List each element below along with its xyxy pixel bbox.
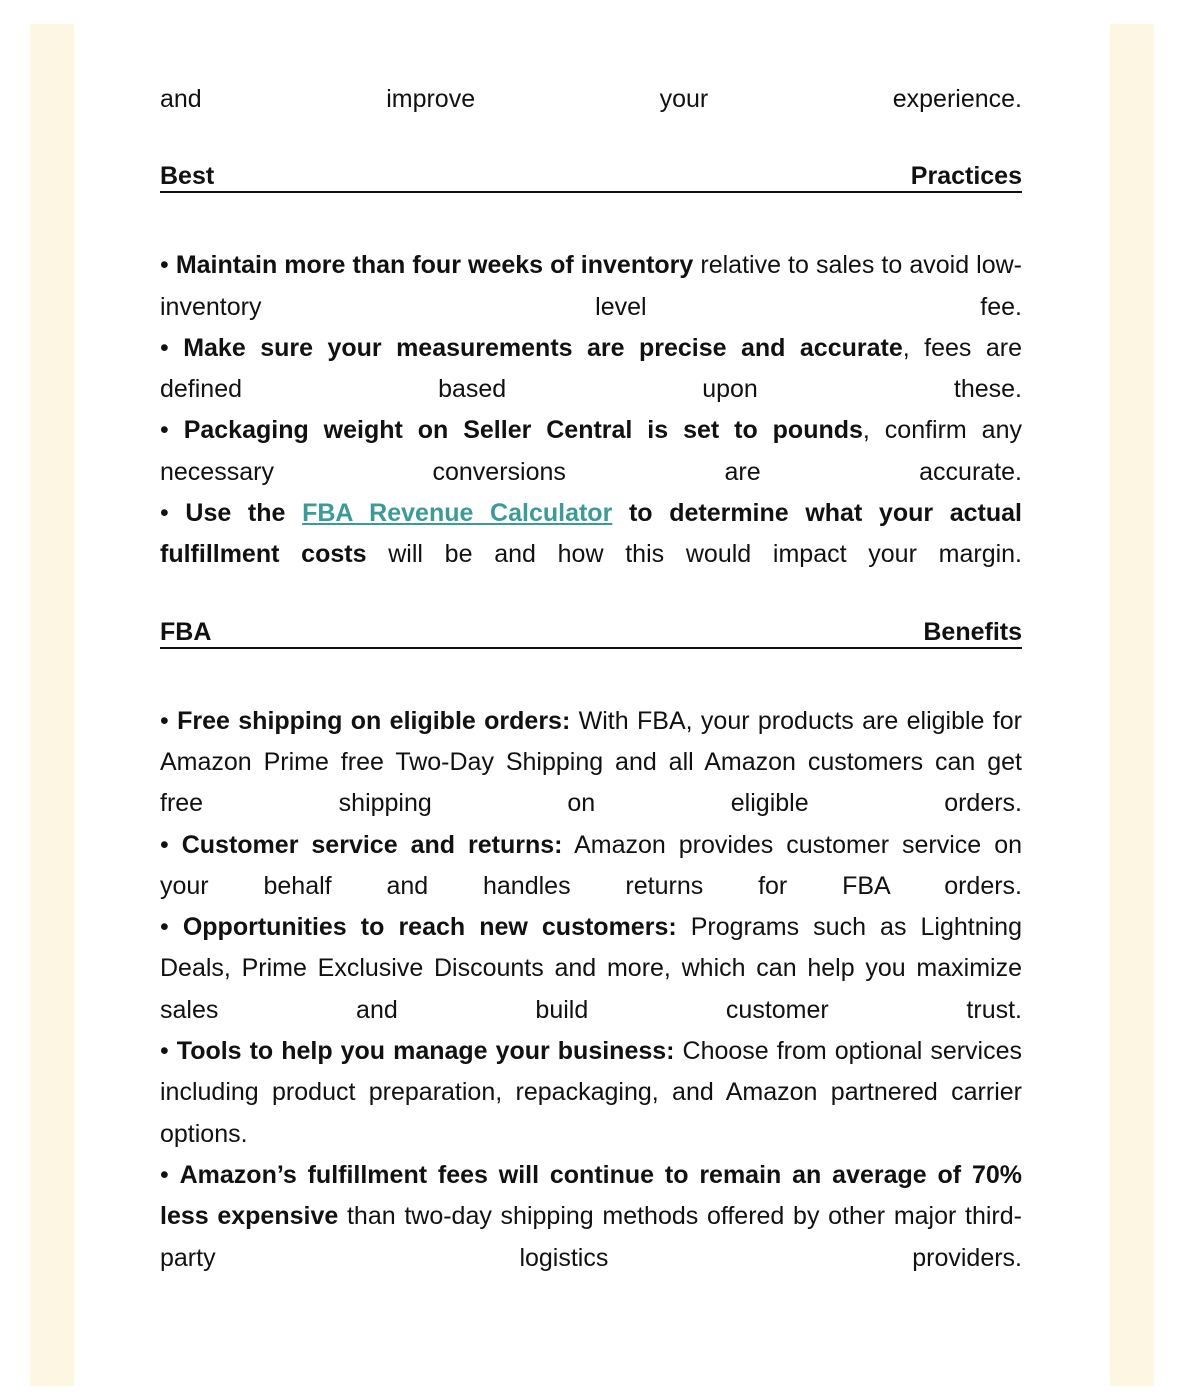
bullet: •	[160, 1037, 177, 1066]
heading-word: Benefits	[923, 617, 1022, 646]
intro-word: experience.	[892, 85, 1022, 113]
heading-word: FBA	[160, 617, 212, 646]
best-practices-heading	[160, 161, 1022, 193]
bullet: •	[160, 706, 178, 735]
bullet: •	[160, 913, 183, 942]
fba-benefits-heading	[160, 617, 1022, 649]
benefit-item	[160, 701, 1022, 825]
benefit-item	[160, 907, 1022, 1031]
bullet: •	[160, 830, 182, 859]
item-text: Choose from optional services including product preparation, repackaging, and Amazon partnered carrier options.	[160, 1037, 1023, 1148]
item-bold-text: to determine what your actual fulfillment costs	[160, 499, 1022, 569]
item-bold-text: Amazon’s fulfillment fees will continue to remain an average of 70% less expensive	[160, 1160, 1023, 1231]
item-text: relative to sales to avoid low-inventory level fee.	[160, 251, 1023, 321]
intro-tail-paragraph	[160, 79, 1022, 120]
bullet: •	[160, 333, 184, 362]
fba-revenue-calculator-link[interactable]: FBA Revenue Calculator	[302, 499, 613, 528]
item-bold-text: Maintain more than four weeks of inventory	[175, 251, 694, 280]
bullet: •	[160, 251, 176, 280]
item-bold-text: Use the	[185, 499, 303, 528]
item-text: With FBA, your products are eligible for Amazon Prime free Two-Day Shipping and all Amazon customers can get free shipping on eligible orders.	[160, 706, 1022, 818]
best-practice-item	[160, 410, 1022, 493]
item-text: , fees are defined based upon these.	[160, 333, 1022, 404]
intro-word: and	[160, 85, 202, 113]
benefit-item	[160, 1155, 1022, 1279]
item-text: will be and how this would impact your margin.	[366, 540, 1023, 569]
intro-word: your	[659, 85, 709, 113]
bullet: •	[160, 416, 184, 445]
bullet: •	[160, 499, 186, 528]
item-text: Programs such as Lightning Deals, Prime Exclusive Discounts and more, which can help you maximize sales and build customer trust.	[160, 913, 1022, 1024]
bullet: •	[160, 1160, 180, 1189]
item-bold-text: Tools to help you manage your business:	[176, 1037, 675, 1066]
item-bold-text: Free shipping on eligible orders:	[177, 706, 571, 735]
item-bold-text: Make sure your measurements are precise and accurate	[183, 333, 903, 362]
heading-word: Best	[160, 162, 215, 191]
item-bold-text: Opportunities to reach new customers:	[182, 913, 677, 942]
item-bold-text: Packaging weight on Seller Central is set to pounds	[183, 416, 863, 445]
intro-word: improve	[386, 85, 476, 113]
benefit-item	[160, 825, 1022, 908]
best-practice-item	[160, 328, 1022, 411]
item-bold-text: Customer service and returns:	[181, 830, 563, 859]
benefit-item	[160, 1031, 1022, 1155]
document-body	[160, 79, 1022, 1279]
best-practice-item	[160, 493, 1022, 576]
item-text: , confirm any necessary conversions are accurate.	[160, 416, 1022, 486]
item-text: than two-day shipping methods offered by other major third-party logistics providers.	[160, 1202, 1022, 1272]
heading-word: Practices	[910, 162, 1022, 191]
best-practice-item	[160, 245, 1022, 328]
item-text: Amazon provides customer service on your behalf and handles returns for FBA orders.	[160, 830, 1023, 900]
right-margin-band	[1110, 24, 1154, 1386]
left-margin-band	[30, 24, 74, 1386]
